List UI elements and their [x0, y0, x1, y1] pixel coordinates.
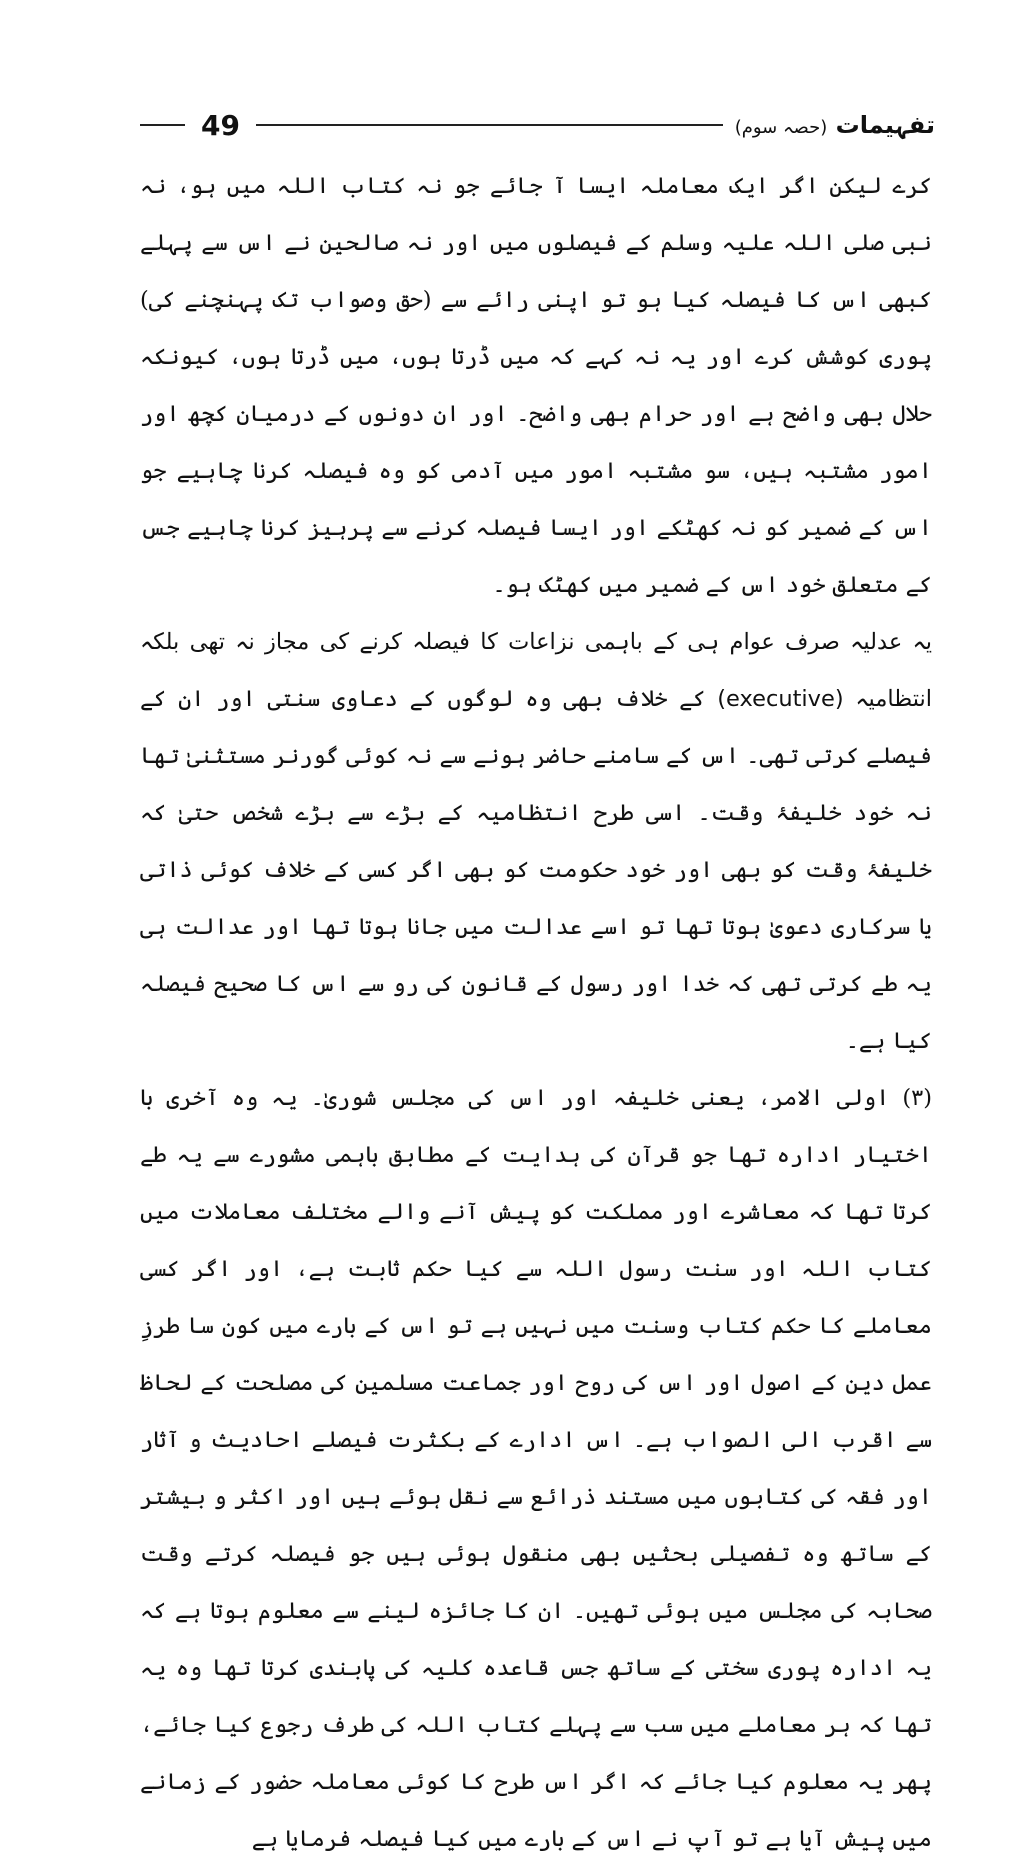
- paragraph-1: کرے لیکن اگر ایک معاملہ ایسا آ جائے جو نہ کتاب اللہ میں ہو، نہ نبی صلی اللہ علیہ وسلم کے فیصلوں میں اور نہ صالحین نے اس سے پہلے کبھی اس کا فیصلہ کیا ہو تو اپنی رائے سے (حق وصواب تک پہنچنے کی) پوری کوشش کرے اور یہ نہ کہے کہ میں ڈرتا ہوں، میں ڈرتا ہوں، کیونکہ حلال بھی واضح ہے اور حرام بھی واضح۔ اور ان دونوں کے درمیان کچھ اور امور مشتبہ ہیں، سو مشتبہ امور میں آدمی کو وہ فیصلہ کرنا چاہیے جو اس کے ضمیر کو نہ کھٹکے اور ایسا فیصلہ کرنے سے پرہیز کرنا چاہیے جس کے متعلق خود اس کے ضمیر میں کھٹک ہو۔: [140, 173, 932, 598]
- book-title: تفہیمات: [835, 111, 935, 139]
- paragraph-2-continued: کے خلاف بھی وہ لوگوں کے دعاوی سنتی اور ان کے فیصلے کرتی تھی۔ اس کے سامنے حاضر ہونے سے نہ کوئی گورنر مستثنیٰ تھا نہ خود خلیفۂ وقت۔ اسی طرح انتظامیہ کے بڑے سے بڑے شخص حتیٰ کہ خلیفۂ وقت کو بھی اور خود حکومت کو بھی اگر کسی کے خلاف کوئی ذاتی یا سرکاری دعویٰ ہوتا تھا تو اسے عدالت میں جانا ہوتا تھا اور عدالت ہی یہ طے کرتی تھی کہ خدا اور رسول کے قانون کی رو سے اس کا صحیح فیصلہ کیا ہے۔: [140, 686, 932, 1054]
- page-header: [140, 100, 935, 150]
- page-number: 49: [201, 108, 240, 142]
- paragraph-3: (۳) اولی الامر، یعنی خلیفہ اور اس کی مجلس شوریٰ۔ یہ وہ آخری با اختیار ادارہ تھا جو قرآن کی ہدایت کے مطابق باہمی مشورے سے یہ طے کرتا تھا کہ معاشرے اور مملکت کو پیش آنے والے مختلف معاملات میں کتاب اللہ اور سنت رسول اللہ سے کیا حکم ثابت ہے، اور اگر کسی معاملے کا حکم کتاب وسنت میں نہیں ہے تو اس کے بارے میں کون سا طرزِ عمل دین کے اصول اور اس کی روح اور جماعت مسلمین کی مصلحت کے لحاظ سے اقرب الی الصواب ہے۔ اس ادارے کے بکثرت فیصلے احادیث و آثار اور فقہ کی کتابوں میں مستند ذرائع سے نقل ہوئے ہیں اور اکثر و بیشتر کے ساتھ وہ تفصیلی بحثیں بھی منقول ہوئی ہیں جو فیصلہ کرتے وقت صحابہ کی مجلس میں ہوئی تھیں۔ ان کا جائزہ لینے سے معلوم ہوتا ہے کہ یہ ادارہ پوری سختی کے ساتھ جس قاعدہ کلیہ کی پابندی کرتا تھا وہ یہ تھا کہ ہر معاملے میں سب سے پہلے کتاب اللہ کی طرف رجوع کیا جائے، پھر یہ معلوم کیا جائے کہ اگر اس طرح کا کوئی معاملہ حضور کے زمانے میں پیش آیا ہے تو آپ نے اس کے بارے میں کیا فیصلہ فرمایا ہے: [140, 1085, 932, 1852]
- page-body: [140, 158, 932, 1852]
- running-title: [735, 111, 935, 139]
- header-rule-left: [140, 124, 185, 126]
- paragraph-2: [140, 614, 932, 1070]
- header-rule-middle: [256, 124, 723, 126]
- book-section: (حصہ سوم): [734, 117, 828, 138]
- paragraph-2-line: یہ عدلیہ صرف عوام ہی کے باہمی نزاعات کا فیصلہ کرنے کی مجاز نہ تھی بلکہ انتظامیہ: [140, 629, 932, 712]
- english-term: (executive): [717, 686, 844, 712]
